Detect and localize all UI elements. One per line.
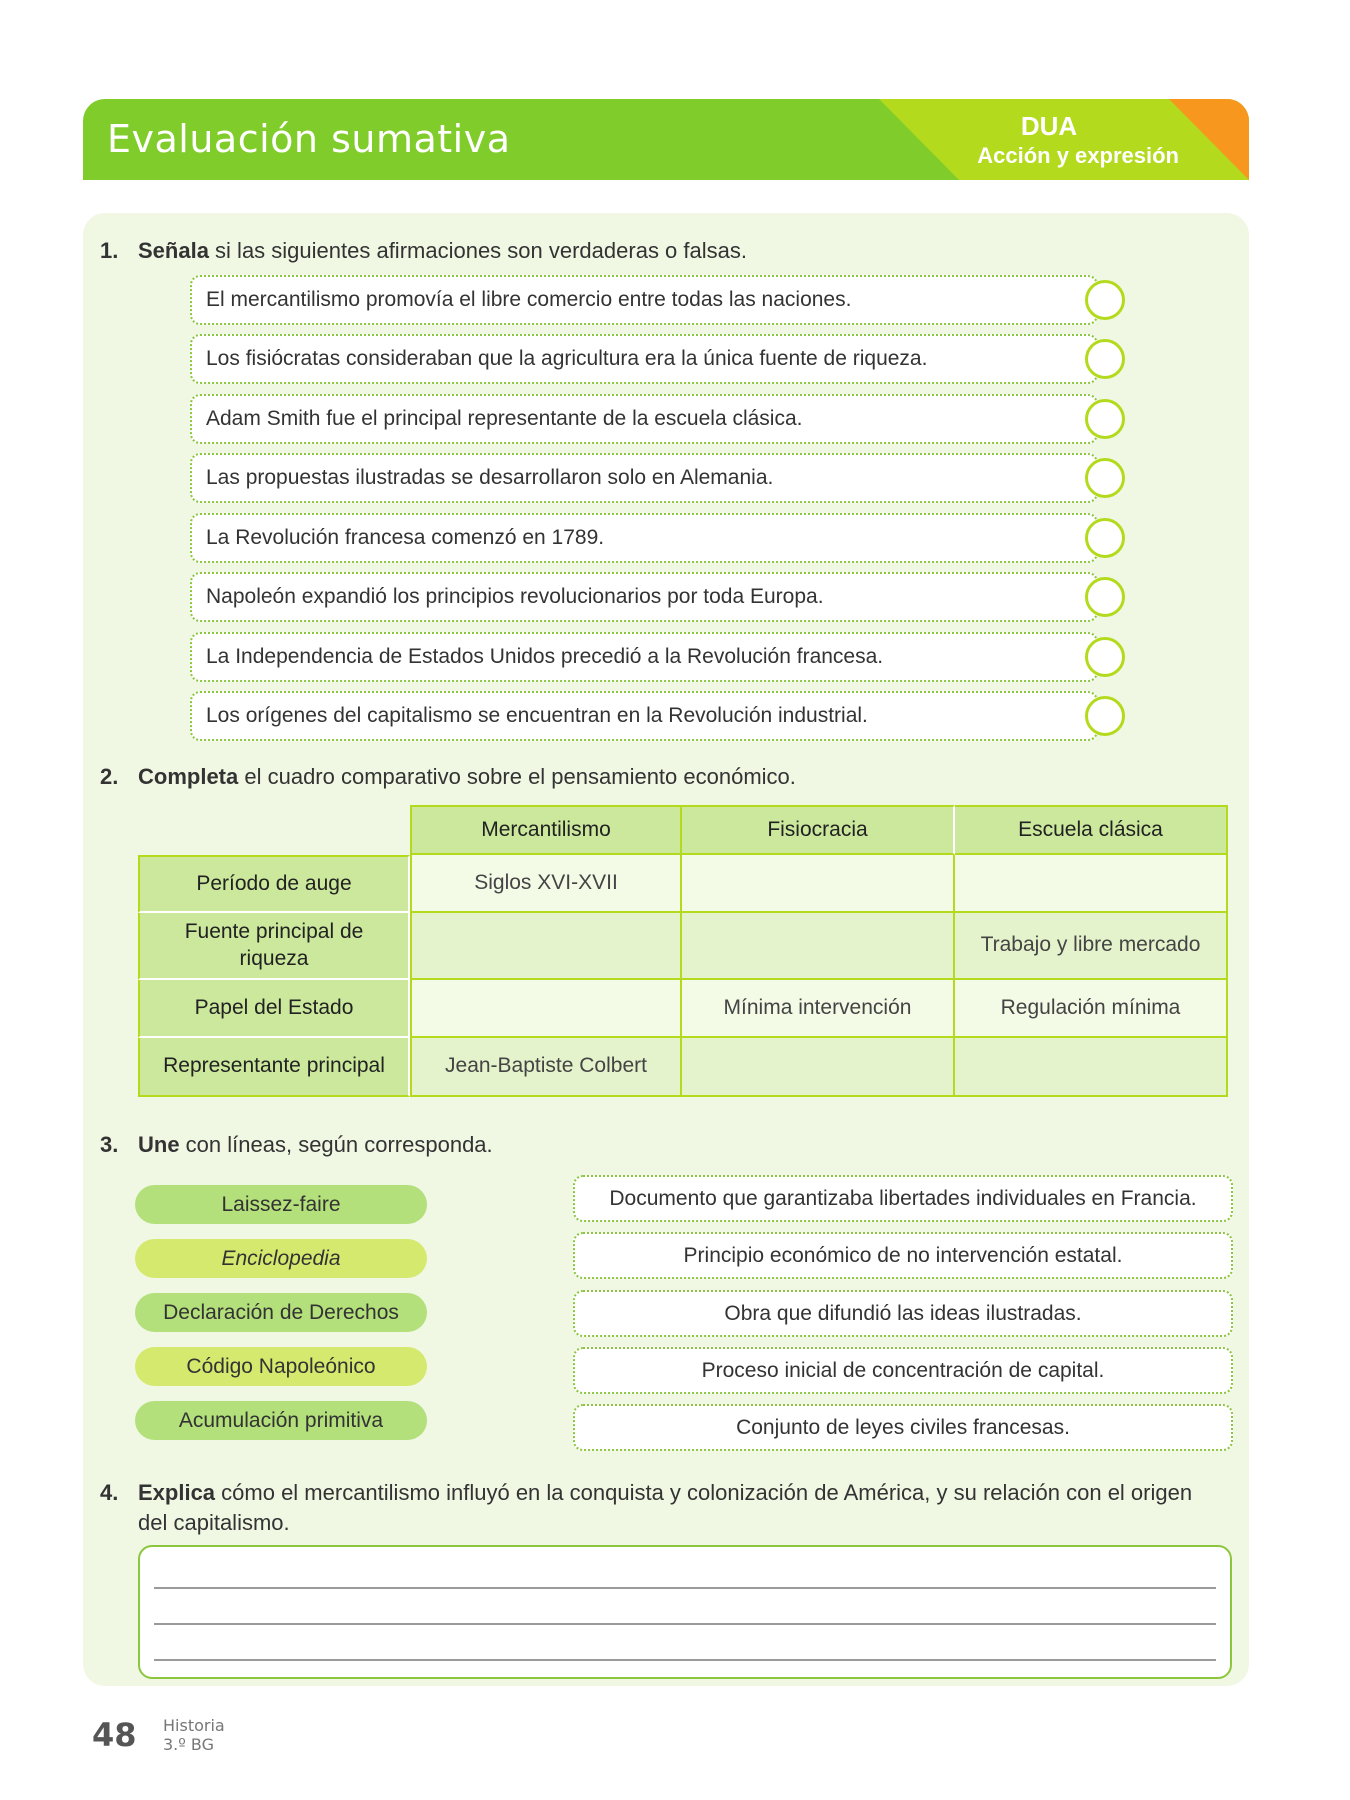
table-cell[interactable]: Trabajo y libre mercado [955, 913, 1228, 980]
match-term[interactable]: Laissez-faire [135, 1185, 427, 1224]
column-header: Escuela clásica [955, 805, 1228, 855]
true-false-answer-circle[interactable] [1085, 339, 1125, 379]
grade-level: 3.º BG [163, 1735, 214, 1754]
match-definition[interactable]: Proceso inicial de concentración de capital. [573, 1347, 1233, 1394]
table-cell[interactable] [410, 980, 682, 1038]
row-header: Período de auge [138, 855, 410, 913]
match-definition[interactable]: Obra que difundió las ideas ilustradas. [573, 1290, 1233, 1337]
true-false-answer-circle[interactable] [1085, 280, 1125, 320]
comparison-table [138, 805, 1228, 1097]
table-cell[interactable] [682, 855, 955, 913]
writing-line [154, 1659, 1216, 1661]
dua-badge-subtitle: Acción y expresión [977, 143, 1179, 168]
writing-line [154, 1587, 1216, 1589]
row-header: Representante principal [138, 1038, 410, 1097]
row-header [138, 913, 410, 980]
question-verb: Explica [138, 1480, 216, 1505]
match-definition[interactable]: Conjunto de leyes civiles francesas. [573, 1404, 1233, 1451]
question-verb: Completa [138, 764, 239, 789]
table-cell[interactable] [955, 855, 1228, 913]
statement-box [190, 632, 1098, 682]
true-false-answer-circle[interactable] [1085, 399, 1125, 439]
question-number: 4. [100, 1480, 119, 1505]
statement-box [190, 334, 1098, 384]
table-cell[interactable]: Siglos XVI-XVII [410, 855, 682, 913]
subject-name: Historia [163, 1716, 225, 1735]
question-text: con líneas, según corresponda. [179, 1132, 493, 1157]
question-number: 2. [100, 764, 119, 789]
table-cell[interactable]: Mínima intervención [682, 980, 955, 1038]
table-cell[interactable]: Regulación mínima [955, 980, 1228, 1038]
question-text: si las siguientes afirmaciones son verdaderas o falsas. [208, 238, 747, 263]
true-false-answer-circle[interactable] [1085, 577, 1125, 617]
table-cell[interactable]: Jean-Baptiste Colbert [410, 1038, 682, 1097]
true-false-answer-circle[interactable] [1085, 696, 1125, 736]
question-verb: Señala [138, 238, 209, 263]
statement-box [190, 572, 1098, 622]
table-cell[interactable] [682, 913, 955, 980]
match-term[interactable]: Enciclopedia [135, 1239, 427, 1278]
page-number: 48 [92, 1716, 137, 1754]
column-header: Fisiocracia [682, 805, 955, 855]
section-header [83, 99, 1249, 180]
page-title: Evaluación sumativa [107, 117, 511, 161]
match-term[interactable]: Declaración de Derechos [135, 1293, 427, 1332]
true-false-answer-circle[interactable] [1085, 637, 1125, 677]
statement-box [190, 275, 1098, 325]
statement-text: La Revolución francesa comenzó en 1789. [206, 526, 605, 549]
question-verb: Une [138, 1132, 180, 1157]
statement-box [190, 453, 1098, 503]
footer-subject [163, 1716, 225, 1754]
statement-box [190, 691, 1098, 741]
question-number: 1. [100, 238, 119, 263]
statement-text: Los fisiócratas consideraban que la agricultura era la única fuente de riqueza. [206, 347, 928, 370]
statement-text: Las propuestas ilustradas se desarrollaron solo en Alemania. [206, 466, 774, 489]
column-header: Mercantilismo [410, 805, 682, 855]
match-term[interactable]: Código Napoleónico [135, 1347, 427, 1386]
match-term[interactable]: Acumulación primitiva [135, 1401, 427, 1440]
match-definition[interactable]: Principio económico de no intervención estatal. [573, 1232, 1233, 1279]
statement-text: Napoleón expandió los principios revolucionarios por toda Europa. [206, 585, 824, 608]
statement-box [190, 394, 1098, 444]
statement-text: Adam Smith fue el principal representante de la escuela clásica. [206, 407, 803, 430]
true-false-answer-circle[interactable] [1085, 518, 1125, 558]
question-text: el cuadro comparativo sobre el pensamiento económico. [238, 764, 796, 789]
row-header-text: Fuente principal de riqueza [184, 920, 364, 970]
statement-box [190, 513, 1098, 563]
question-text: cómo el mercantilismo influyó en la conquista y colonización de América, y su relación con el origen [215, 1480, 1193, 1505]
statement-text: La Independencia de Estados Unidos precedió a la Revolución francesa. [206, 645, 884, 668]
true-false-answer-circle[interactable] [1085, 458, 1125, 498]
question-number: 3. [100, 1132, 119, 1157]
row-header: Papel del Estado [138, 980, 410, 1038]
table-cell[interactable] [682, 1038, 955, 1097]
dua-badge-title: DUA [1020, 111, 1078, 141]
question-4-title-continuation: del capitalismo. [138, 1510, 290, 1535]
table-cell[interactable] [955, 1038, 1228, 1097]
match-definition[interactable]: Documento que garantizaba libertades individuales en Francia. [573, 1175, 1233, 1222]
table-cell[interactable] [410, 913, 682, 980]
statement-text: Los orígenes del capitalismo se encuentran en la Revolución industrial. [206, 704, 868, 727]
statement-text: El mercantilismo promovía el libre comercio entre todas las naciones. [206, 288, 852, 311]
answer-box[interactable] [138, 1545, 1232, 1679]
writing-line [154, 1623, 1216, 1625]
